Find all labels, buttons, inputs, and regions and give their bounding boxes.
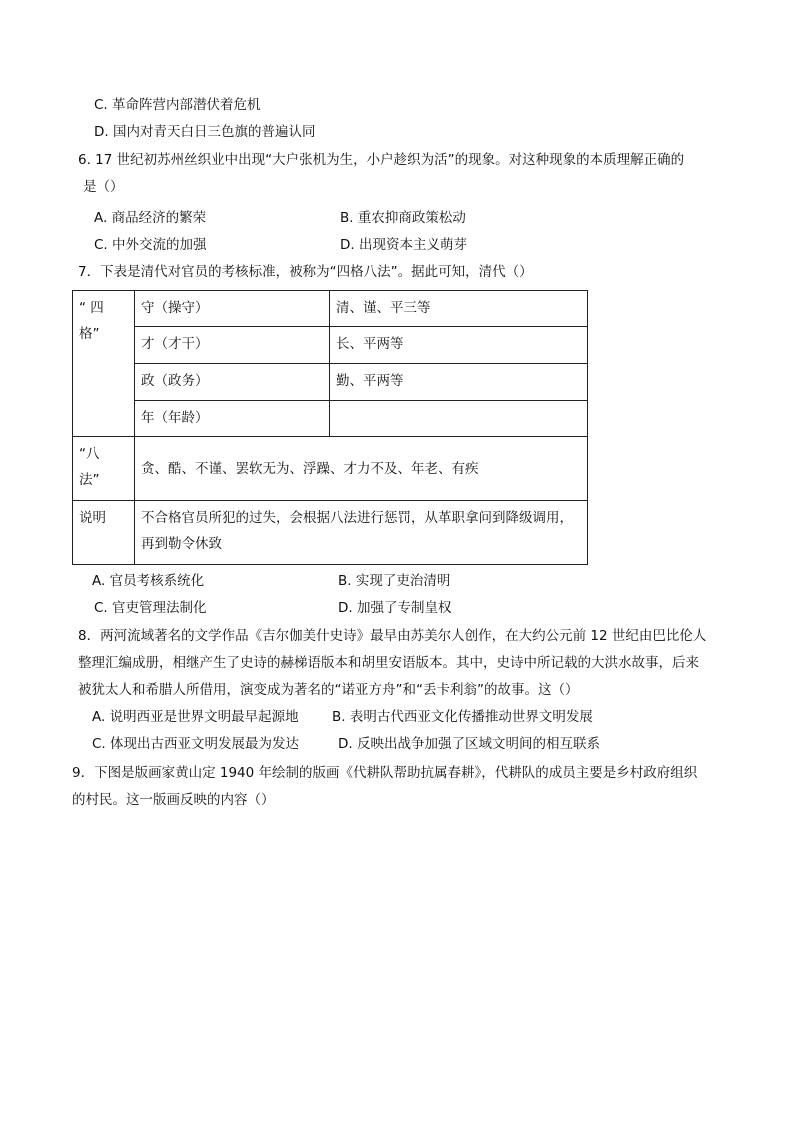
q7-option-c: C. 官吏管理法制化 [94,600,207,616]
q6-stem-line1: 6. 17 世纪初苏州丝织业中出现“大户张机为生，小户趁织为活”的现象。对这种现象的本质理解正确的 [78,152,685,168]
q6-option-d: D. 出现资本主义萌芽 [340,237,467,253]
bafa-header-line2: 法” [79,472,100,488]
bafa-header-cell [73,437,135,501]
q8-stem-line3: 被犹太人和希腊人所借用，演变成为著名的“诺亚方舟”和“丢卡利翁”的故事。这（） [78,682,579,698]
sige-item-cell: 才（才干） [135,327,330,364]
sige-item-cell: 政（政务） [135,364,330,401]
sige-header-line2: 格” [79,326,100,342]
q9-stem-line2: 的村民。这一版画反映的内容（） [72,792,275,808]
q8-option-a: A. 说明西亚是世界文明最早起源地 [92,709,299,725]
sige-item-cell: 守（操守） [135,291,330,327]
q8-stem-line2: 整理汇编成册，相继产生了史诗的赫梯语版本和胡里安语版本。其中，史诗中所记载的大洪水故事，后来 [78,655,699,671]
q8-option-c: C. 体现出古西亚文明发展最为发达 [92,736,300,752]
bafa-header-line1: “八 [79,446,100,462]
q8-stem-line1: 8．两河流域著名的文学作品《吉尔伽美什史诗》最早由苏美尔人创作，在大约公元前 12 世纪由巴比伦人 [78,628,707,644]
q7-option-d: D. 加强了专制皇权 [338,600,452,616]
q8-option-d: D. 反映出战争加强了区域文明间的相互联系 [338,736,600,752]
q8-option-b: B. 表明古代西亚文化传播推动世界文明发展 [332,709,593,725]
q6-option-c: C. 中外交流的加强 [94,237,207,253]
note-header-cell: 说明 [73,501,135,565]
q7-option-a: A. 官员考核系统化 [92,573,205,589]
bafa-content-cell: 贪、酷、不谨、罢软无为、浮躁、才力不及、年老、有疾 [135,437,588,501]
sige-grade-cell: 勤、平两等 [330,364,588,401]
sige-grade-cell [330,401,588,437]
q7-option-b: B. 实现了吏治清明 [338,573,451,589]
note-line1: 不合格官员所犯的过失，会根据八法进行惩罚，从革职拿问到降级调用， [141,510,573,526]
note-content-cell [135,501,588,565]
q6-option-b: B. 重农抑商政策松动 [340,210,466,226]
sige-grade-cell: 长、平两等 [330,327,588,364]
note-line2: 再到勒令休致 [141,536,222,552]
q5-option-c: C. 革命阵营内部潜伏着危机 [94,97,261,113]
q6-option-a: A. 商品经济的繁荣 [94,210,207,226]
q7-stem: 7．下表是清代对官员的考核标准，被称为“四格八法”。据此可知，清代（） [78,264,533,280]
q9-stem-line1: 9．下图是版画家黄山定 1940 年绘制的版画《代耕队帮助抗属春耕》，代耕队的成员主要是乡村政府组织 [72,765,698,781]
sige-header-line1: “ 四 [79,300,104,316]
sige-header-cell [73,291,135,437]
sige-item-cell: 年（年龄） [135,401,330,437]
q6-stem-line2: 是（） [83,179,124,195]
sige-bafa-table [72,290,588,565]
q5-option-d: D. 国内对青天白日三色旗的普遍认同 [94,124,316,140]
sige-grade-cell: 清、谨、平三等 [330,291,588,327]
